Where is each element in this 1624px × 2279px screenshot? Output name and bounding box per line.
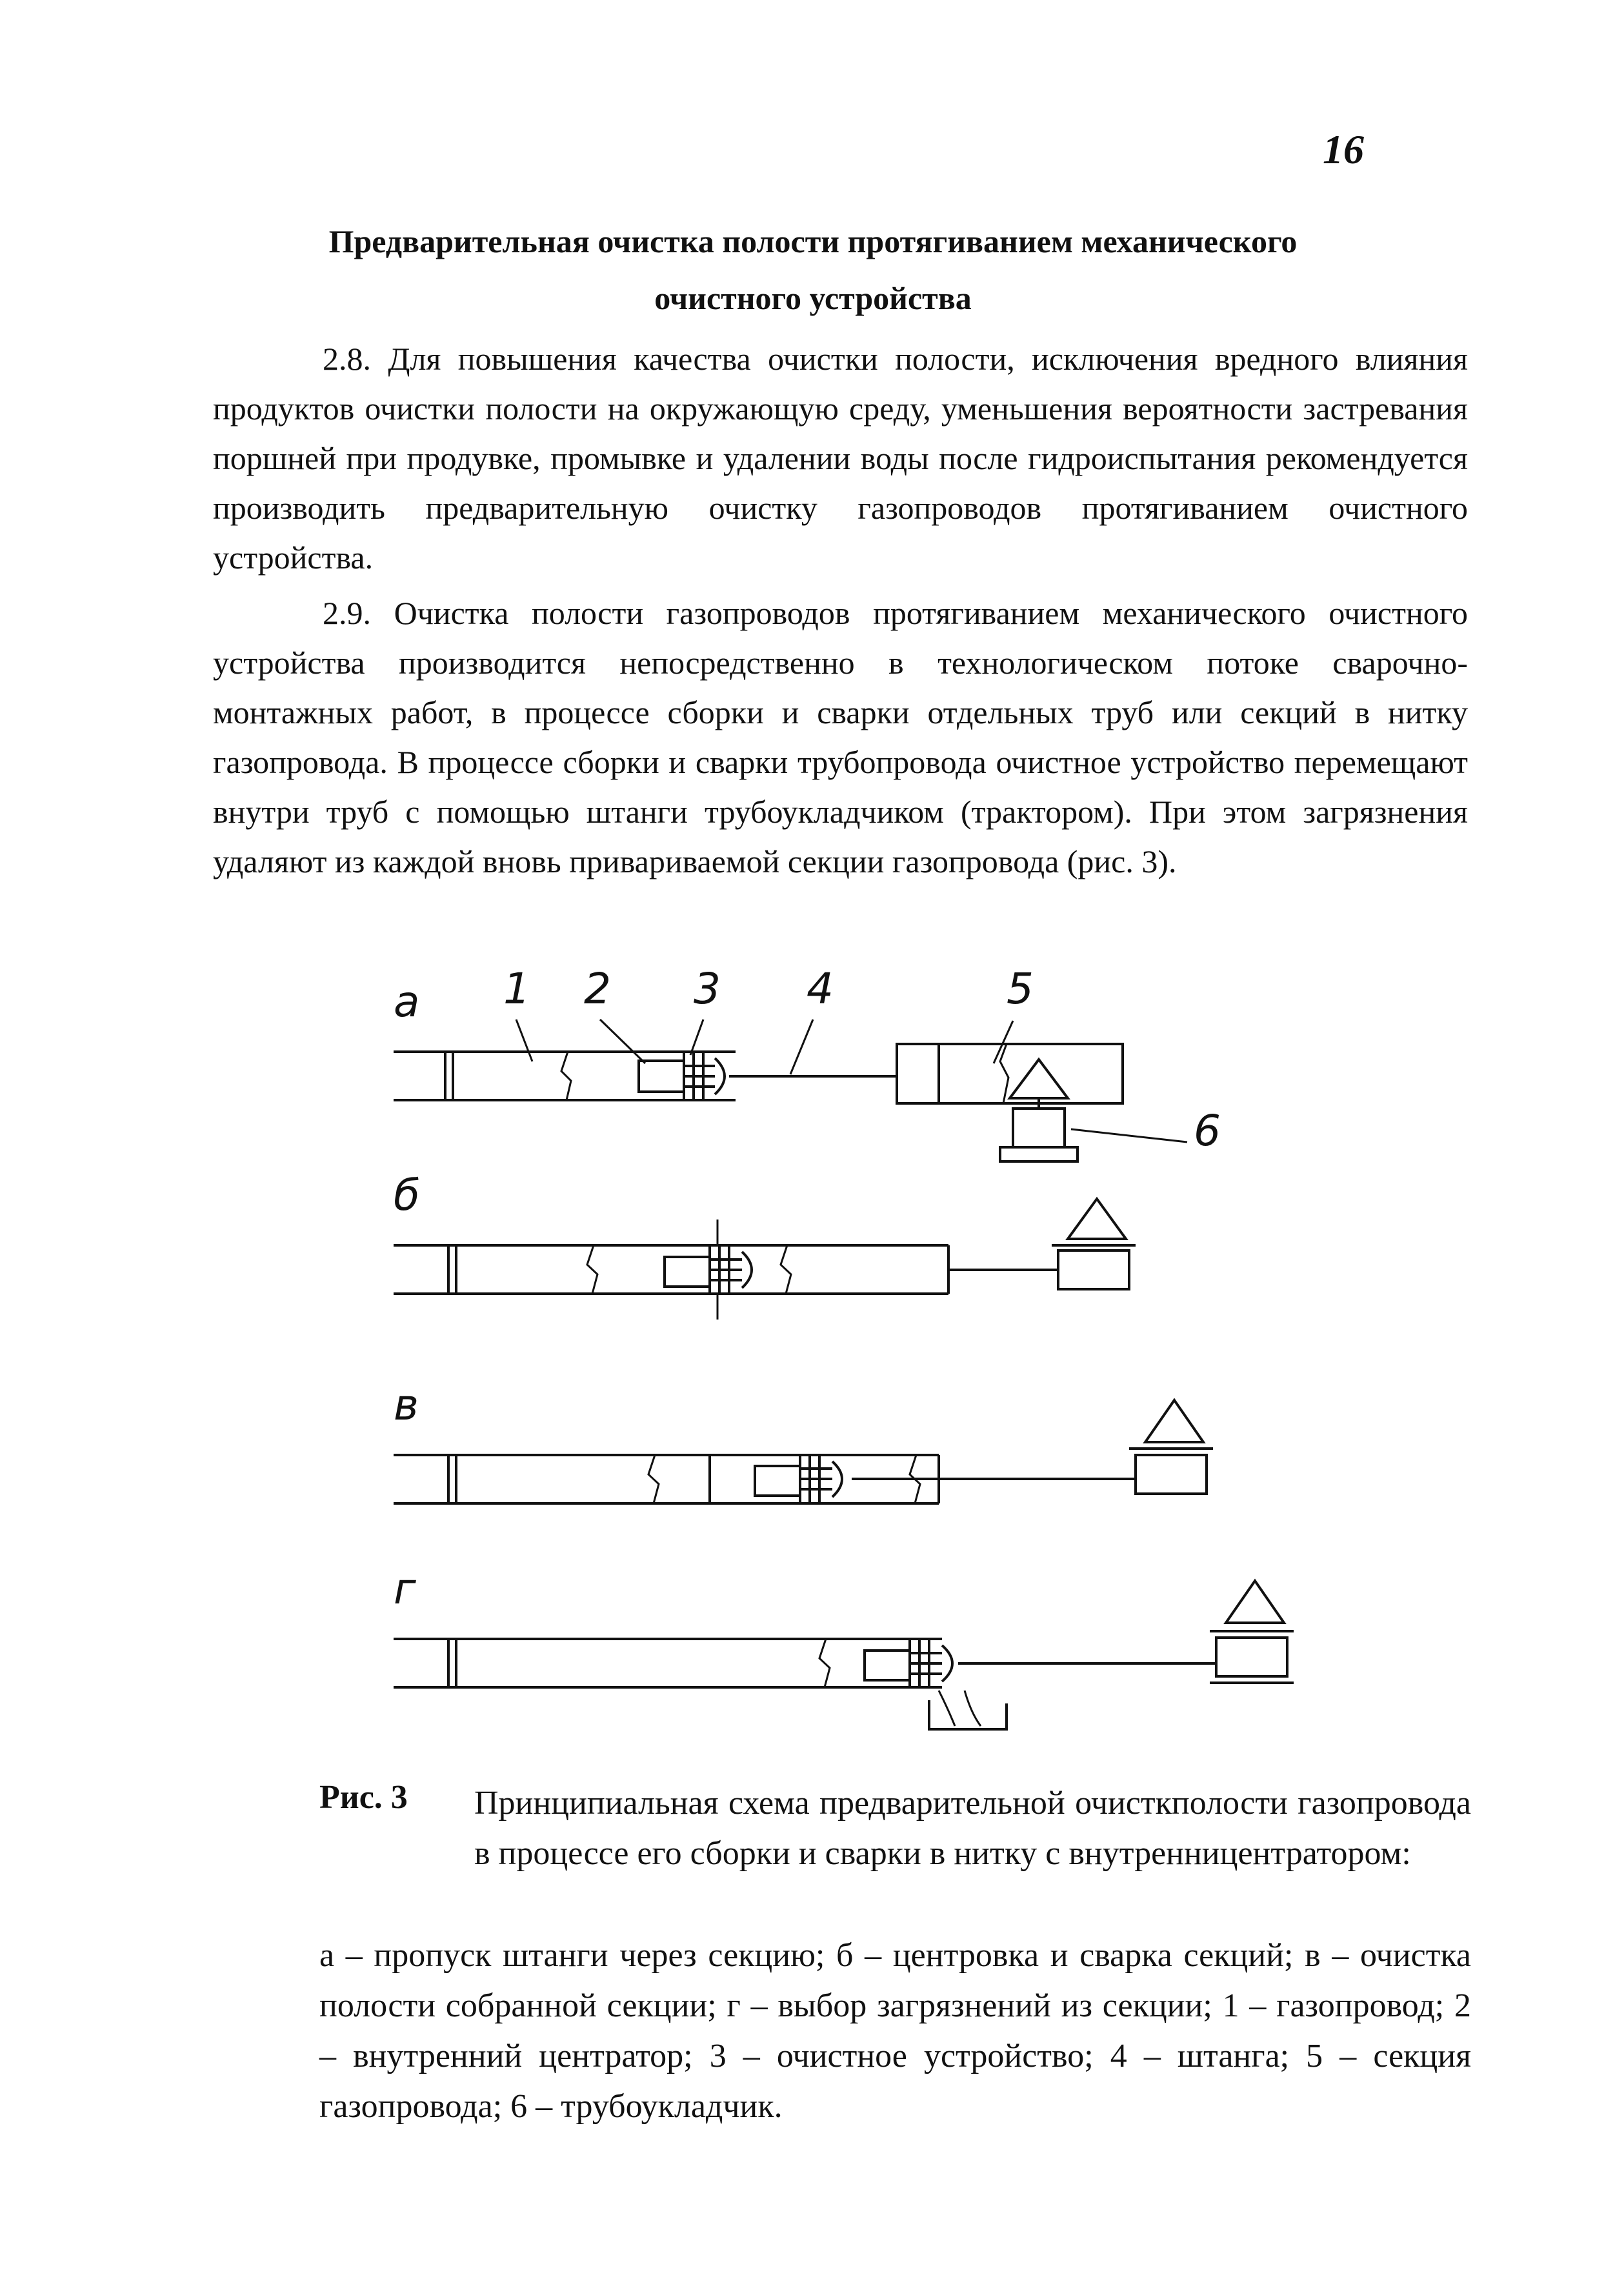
panel-letter-c: в [394, 1380, 419, 1430]
figure-caption-title: Принципиальная схема предварительной очисткполости газопровода в процессе его сборки и сварки в нитку с внутренницентратором: [474, 1785, 1471, 1872]
page-number: 16 [1323, 126, 1364, 172]
panel-b-drawing [394, 1199, 1136, 1320]
panel-letter-a: а [394, 977, 420, 1027]
paragraph-2-9: 2.9. Очистка полости газопроводов протягиванием механического очистного устройства производится непосредственно в технологическом потоке сварочно-монтажных работ, в процессе сборки и сварки отдельных труб или секций в нитку газопровода. В процессе сборки и сварки трубопровода очистное устройство перемещают внутри труб с помощью штанги трубоукладчиком (трактором). При этом загрязнения удаляют из каждой вновь привариваемой секции газопровода (рис. 3). [213, 595, 1468, 879]
item-number-4: 4 [807, 964, 834, 1014]
item-number-5: 5 [1007, 964, 1034, 1014]
panel-a-drawing [394, 1019, 1187, 1161]
paragraph-2-8: 2.8. Для повышения качества очистки полости, исключения вредного влияния продуктов очистки полости на окружающую среду, уменьшения вероятности застревания поршней при продувке, промывке и удалении воды после гидроиспытания рекомендуется производить предварительную очистку газопроводов протягиванием очистного устройства. [213, 341, 1468, 576]
panel-d-drawing [394, 1581, 1294, 1729]
figure-3-diagram [361, 949, 1303, 1762]
panel-letter-d: г [394, 1564, 416, 1614]
section-heading-line-2: очистного устройства [654, 280, 972, 316]
item-number-1: 1 [503, 964, 530, 1014]
section-heading-line-1: Предварительная очистка полости протягиванием механического [328, 223, 1298, 259]
panel-letter-b: б [394, 1170, 420, 1220]
item-number-3: 3 [694, 964, 721, 1014]
figure-caption-legend: а – пропуск штанги через секцию; б – центровка и сварка секций; в – очистка полости собранной секции; г – выбор загрязнений из секции; 1 – газопровод; 2 – внутренний центратор; 3 – очистное устройство; 4 – штанга; 5 – секция газопровода; 6 – трубоукладчик. [319, 1937, 1471, 2125]
panel-c-drawing [394, 1400, 1213, 1503]
figure-caption-label: Рис. 3 [319, 1779, 408, 1816]
item-number-2: 2 [584, 964, 611, 1014]
section-heading [194, 213, 1432, 326]
item-number-6: 6 [1194, 1106, 1221, 1156]
